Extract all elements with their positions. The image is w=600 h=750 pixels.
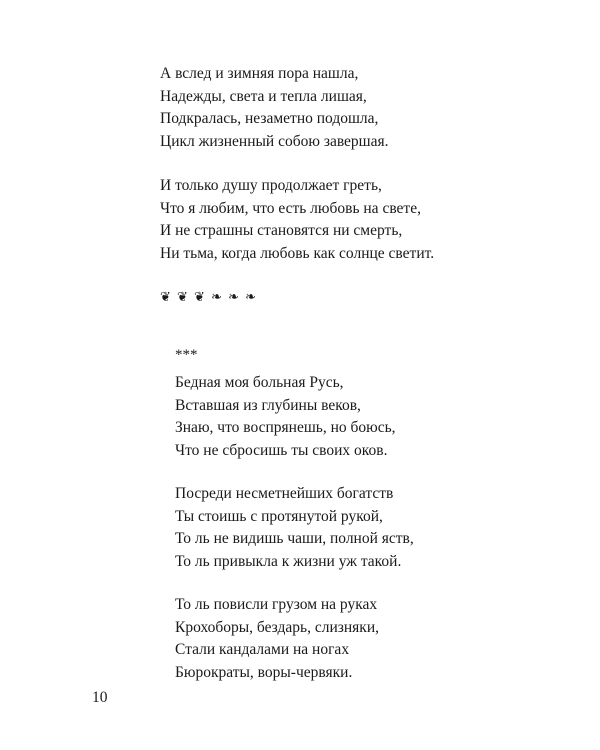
poem-line: Цикл жизненный собою завершая. — [160, 132, 389, 150]
poem-line: Бюрократы, воры-червяки. — [175, 663, 353, 681]
page-number: 10 — [92, 689, 108, 706]
poem-line: И не страшны становятся ни смерть, — [160, 222, 403, 239]
poem2-stanza-2 — [175, 483, 414, 573]
poem-line: Крохоборы, бездарь, слизняки, — [175, 618, 379, 636]
poem-line: Подкралась, незаметно подошла, — [160, 110, 379, 127]
poem2-stanza-3 — [175, 594, 379, 684]
poem1-stanza-1 — [160, 63, 389, 153]
poem-line: Посреди несметнейших богатств — [175, 485, 394, 502]
poem-line: То ль повисли грузом на руках — [175, 596, 378, 613]
poem-line: Ни тьма, когда любовь как солнце светит. — [160, 244, 435, 262]
poem-line: А вслед и зимняя пора нашла, — [160, 65, 359, 82]
poem-line: Знаю, что воспрянешь, но боюсь, — [175, 419, 396, 436]
ornamental-divider: ❦ ❦ ❦ ❧ ❧ ❧ — [160, 290, 258, 305]
poem-title-stars: *** — [175, 347, 198, 363]
poem1-stanza-2 — [160, 175, 434, 265]
poem-line: Вставшая из глубины веков, — [175, 396, 361, 414]
poem-line: То ль не видишь чаши, полной яств, — [175, 530, 414, 547]
poem-line: И только душу продолжает греть, — [160, 177, 382, 194]
poem-line: То ль привыкла к жизни уж такой. — [175, 552, 402, 570]
poem-line: Надежды, света и тепла лишая, — [160, 87, 367, 105]
poem-line: Бедная моя больная Русь, — [175, 374, 344, 391]
poem-line: Что не сбросишь ты своих оков. — [175, 441, 388, 459]
poem-line: Что я любим, что есть любовь на свете, — [160, 199, 421, 217]
poem-line: Стали кандалами на ногах — [175, 641, 350, 658]
poem2-stanza-1 — [175, 372, 396, 462]
poem-line: Ты стоишь с протянутой рукой, — [175, 507, 383, 525]
